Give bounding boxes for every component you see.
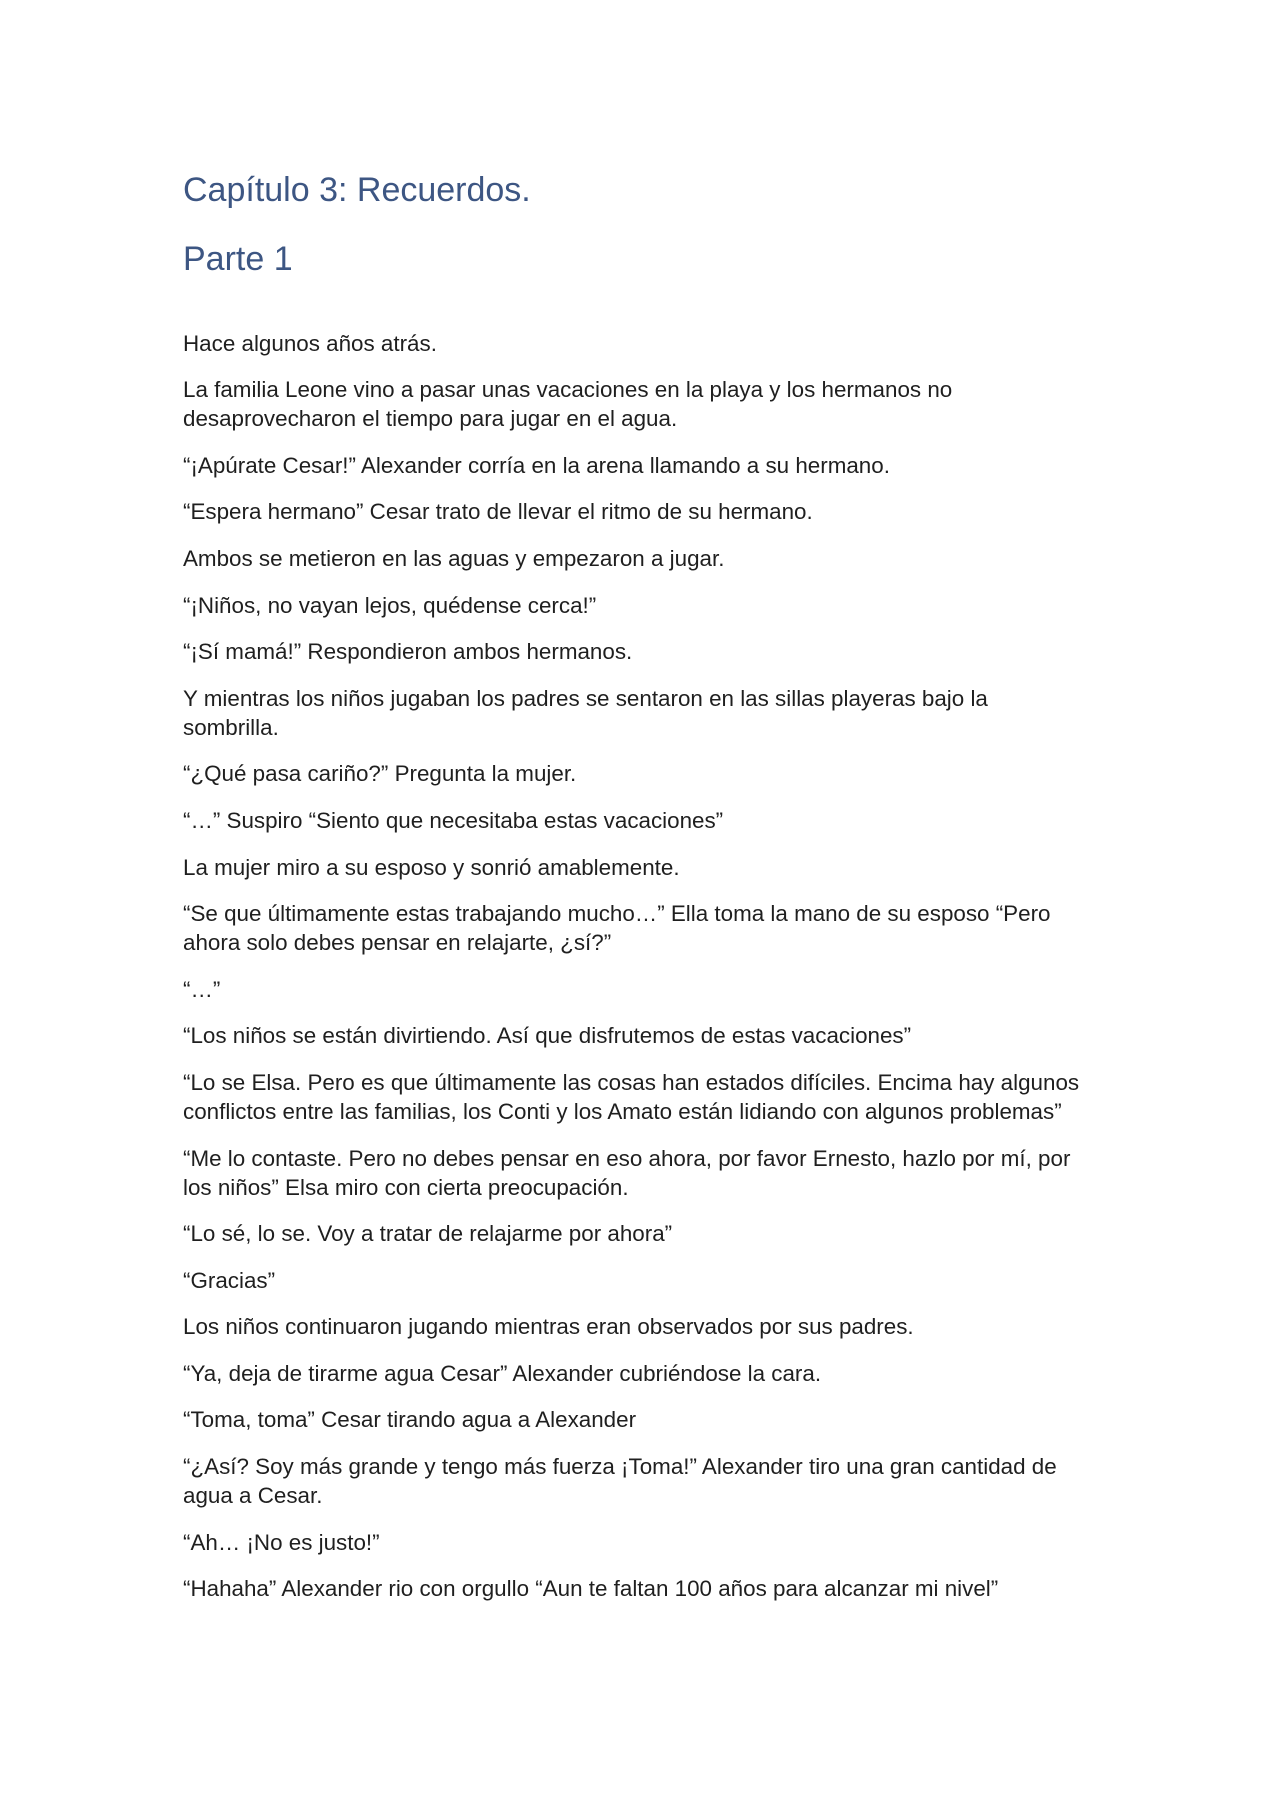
paragraph: “Me lo contaste. Pero no debes pensar en eso ahora, por favor Ernesto, hazlo por mí, por los niños” Elsa miro con cierta preocupación. (183, 1145, 1071, 1200)
paragraph: “¿Qué pasa cariño?” Pregunta la mujer. (183, 761, 577, 787)
paragraph: “¿Así? Soy más grande y tengo más fuerza ¡Toma!” Alexander tiro una gran cantidad de agua a Cesar. (183, 1454, 1057, 1509)
paragraph: Y mientras los niños jugaban los padres se sentaron en las sillas playeras bajo la sombrilla. (183, 685, 988, 740)
paragraph: “¡Niños, no vayan lejos, quédense cerca!” (183, 592, 597, 618)
paragraph: Hace algunos años atrás. (183, 330, 437, 356)
paragraph: “…” (183, 976, 221, 1002)
paragraph: “Gracias” (183, 1267, 276, 1293)
paragraph: “¡Sí mamá!” Respondieron ambos hermanos. (183, 639, 633, 665)
paragraph: Los niños continuaron jugando mientras eran observados por sus padres. (183, 1314, 914, 1340)
paragraph: “Ya, deja de tirarme agua Cesar” Alexander cubriéndose la cara. (183, 1360, 822, 1386)
body-text (183, 329, 1088, 1604)
paragraph: La mujer miro a su esposo y sonrió amablemente. (183, 854, 680, 880)
document-page (183, 170, 1088, 1621)
paragraph: “Los niños se están divirtiendo. Así que disfrutemos de estas vacaciones” (183, 1023, 912, 1049)
paragraph: “…” Suspiro “Siento que necesitaba estas vacaciones” (183, 807, 724, 833)
paragraph: “¡Apúrate Cesar!” Alexander corría en la arena llamando a su hermano. (183, 452, 890, 478)
paragraph: “Lo se Elsa. Pero es que últimamente las cosas han estados difíciles. Encima hay algunos conflictos entre las familias, los Conti y los Amato están lidiando con algunos problemas” (183, 1069, 1080, 1124)
paragraph: “Hahaha” Alexander rio con orgullo “Aun te faltan 100 años para alcanzar mi nivel” (183, 1576, 999, 1602)
paragraph: “Se que últimamente estas trabajando mucho…” Ella toma la mano de su esposo “Pero ahora solo debes pensar en relajarte, ¿sí?” (183, 901, 1051, 956)
chapter-title: Capítulo 3: Recuerdos. (183, 171, 531, 209)
paragraph: “Lo sé, lo se. Voy a tratar de relajarme por ahora” (183, 1221, 673, 1247)
paragraph: “Espera hermano” Cesar trato de llevar el ritmo de su hermano. (183, 499, 813, 525)
paragraph: La familia Leone vino a pasar unas vacaciones en la playa y los hermanos no desaprovecharon el tiempo para jugar en el agua. (183, 377, 953, 432)
part-title: Parte 1 (183, 239, 293, 278)
paragraph: “Ah… ¡No es justo!” (183, 1529, 380, 1555)
paragraph: Ambos se metieron en las aguas y empezaron a jugar. (183, 545, 725, 571)
paragraph: “Toma, toma” Cesar tirando agua a Alexander (183, 1407, 637, 1433)
